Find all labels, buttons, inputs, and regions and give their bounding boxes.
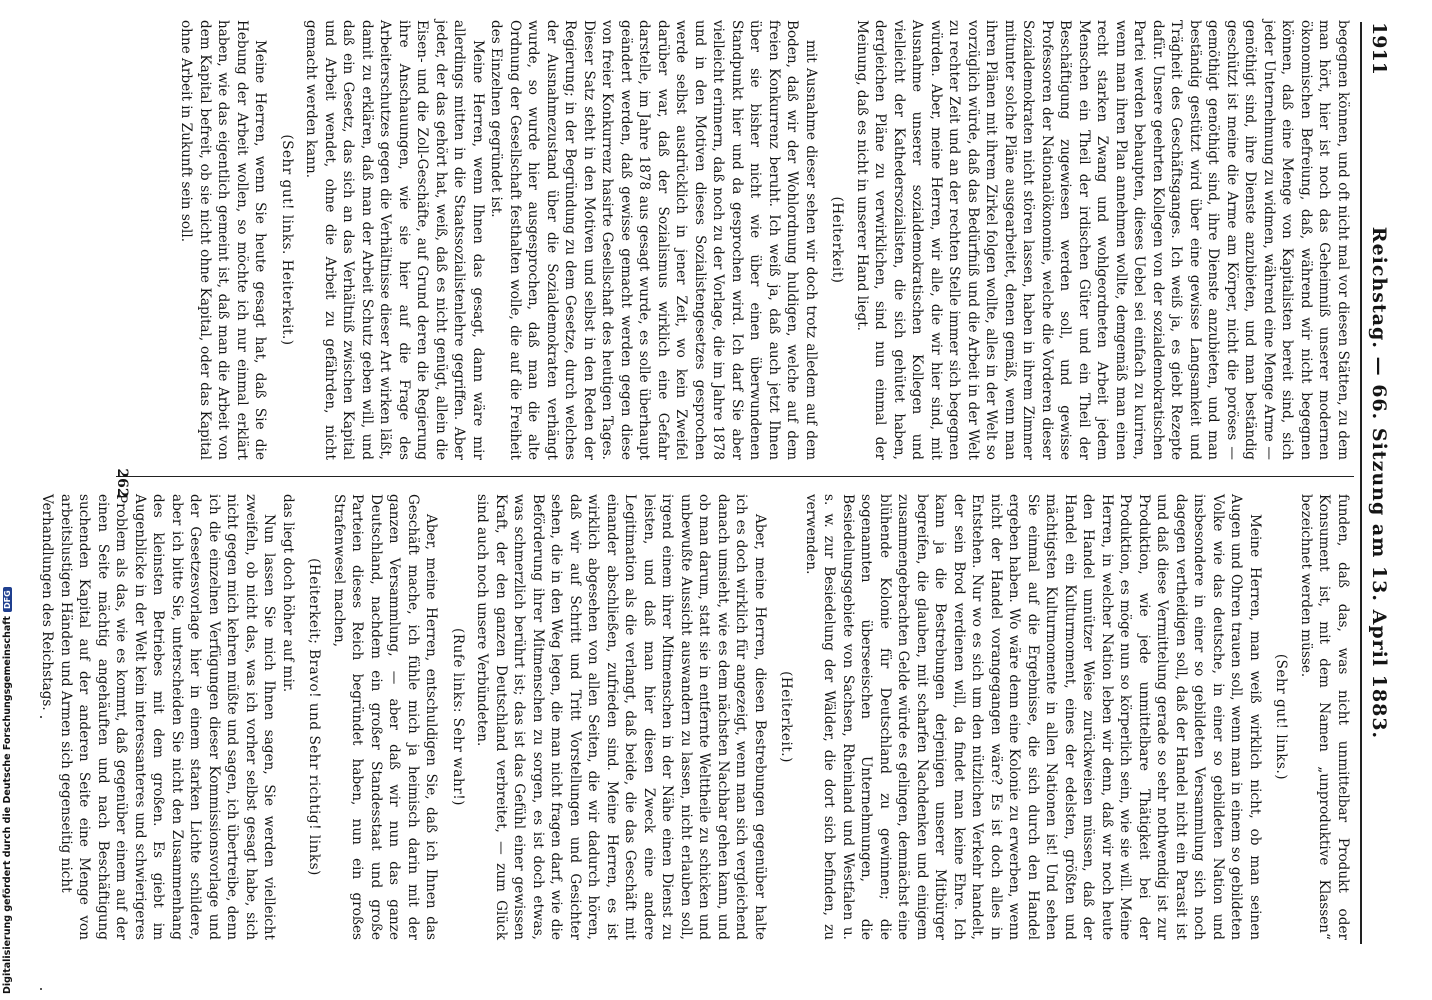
digitization-credit — [2, 587, 13, 994]
paragraph: begegnen können, und oft nicht mal vor diesen Stätten, zu dem man hört, hier ist noch das Geheimniß unserer modernen ökonomischen Befreiung, daß, während wir nicht begegnen können, daß eine Menge von Kapitalisten bereit sind, sich jeder Unternehmung zu widmen, während eine Menge Arme — genöthigt sind, ihre Dienste anzubieten, und man beständig geschützt ist meine die Arme am Körper, nicht die poröses — gemöthigt genöthigt sind, ihre Dienste anzubieten, und man beständig gestützt wird über eine gewisse Langsamkeit und Trägheit des Geschäftsganges. Ich weiß ja, es giebt Rezepte dafür. Unsere geehrten Kollegen von der sozialdemokratischen Partei werden behaupten, dieses Uebel sei einfach zu kuriren, wenn man ihren Plan annehmen wollte, demgemäß man einen recht starken Zwang und wohlgeordneten Arbeit jedem Menschen ein Theil der irdischen Güter und ein Theil der Beschäftigung zugewiesen werden soll, und gewisse Professoren der Nationalökonomie, welche die Vorderen dieser Sozialdemokraten nicht stören lassen, haben in ihrem Zimmer mitunter solche Pläne ausgearbeitet, denen gemäß, wenn man ihren Plänen mit ihrem Zirkel folgen wollte, alles in der Welt so vorzüglich würde, daß das Bedürfniß und die Arbeit in der Welt zu rechter Zeit und an der rechten Stelle immer sich begegnen würden. Aber, meine Herren, wir alle, die wir hier sind, mit Ausnahme unserer sozialdemokratischen Kollegen und vielleicht der Kathedersozialisten, die sich gehütet haben, dergleichen Pläne zu verwirklichen, sind nun einmal der Meinung, daß es nicht in unserer Hand liegt. — [854, 20, 1351, 460]
column-divider — [116, 476, 1354, 477]
header-rule — [1360, 22, 1362, 944]
interjection: (Sehr gut! links.) — [1273, 653, 1290, 781]
paragraph: funden, daß das, was nicht unmittelbar Produkt oder Konsument ist, mit dem Namen „unproduktive Klassen“ bezeichnet werden müsse. — [1298, 494, 1351, 940]
paragraph: Nun lassen Sie mich Ihnen sagen, Sie werden vielleicht zweifeln, ob nicht das, was ich vorher selbst gesagt habe, sich nicht gegen mich kehren müßte und sagen, ich übertreibe, denn ich die einzelnen Verfügungen dieser Kommissionsvorlage und der Gesetzesvorlage hier in einem starken Lichte schildere, aber ich bitte Sie, unterscheiden Sie nicht den Zusammenhang des kleinsten Betriebes mit dem großen. Es giebt im Augenblicke in der Welt kein interessanteres und schwierigeres Problem als das, wie es kommt, daß gegenüber einem auf der einen Seite mächtig angehäuften und nach Beschäftigung suchenden Kapital auf der anderen Seite eine Menge von arbeitslustigen Händen und Armen sich gegenseitig nicht — [58, 494, 278, 940]
header-title: Reichstag. — 66. Sitzung am 13. April 1883. — [1368, 226, 1390, 740]
scan-speck — [40, 988, 42, 990]
paragraph: Meine Herren, man weiß wirklich nicht, ob man seinen Augen und Ohren trauen soll, wenn man in einem so gebildeten Volke wie das deutsche, in einer so gebildeten Nation und insbesondere in einer so gebildeten Versammlung sich noch dagegen vertheidigen soll, daß der Handel nicht ein Parasit ist und daß diese Vermittelung gerade so sehr nothwendig ist zur Produktion, wie jede unmittelbare Thätigkeit bei der Produktion, es möge nun so körperlich sein, wie sie will. Meine Herren, in welcher Nation leben wir denn, daß wir noch heute den Handel unnützer Weise zurückweisen müssen, daß der Handel ein Kulturmoment, eines der edelsten, größten und mächtigsten Kulturmomente in allen Nationen ist! Und sehen Sie einmal auf die Ergebnisse, die sich durch den Handel ergeben haben. Wo wäre denn eine Kolonie zu erwerben, wenn nicht der Handel vorangegangen wäre? Es ist doch alles in Entstehen. Nur wo es sich um den nützlichen Verkehr handelt, der sein Brod verdienen will, da findet man keine Ehre. Ich kann ja die Bestrebungen derjenigen unserer Mitbürger begreifen, die glauben, mit scharfen Nachdenken und einigem zusammengebrachten Gelde würde es gelingen, demnächst eine blühende Kolonie für Deutschland zu gewinnen; die sogenannten überseeischen Unternehmungen, die Besiedelungsgebiete von Sachsen, Rheinland und Westfalen u. s. w. zur Besiedelung der Wälder, die dort sich befinden, zu verwenden. — [803, 494, 1263, 940]
footer-page-number: 262 — [114, 468, 130, 498]
credit-text: Digitalisierung gefördert durch die Deutsche Forschungsgemeinschaft — [2, 616, 13, 994]
interjection: (Heiterkeit; Bravo! und Sehr richtig! links) — [306, 558, 323, 876]
paragraph: Meine Herren, wenn Sie heute gesagt hat, daß Sie die Hebung der Arbeit wollen, so möchte ich nur einmal erklärt haben, wie das eigentlich gemeint ist, daß man die Arbeit von dem Kapital befreit, ob sie nicht ohne Kapital, oder das Kapital ohne Arbeit in Zukunft sein soll. — [178, 20, 269, 460]
interjection: (Sehr gut! links. Heiterkeit.) — [279, 134, 295, 346]
column-right — [39, 494, 1352, 940]
paragraph: Aber, meine Herren, diesen Bestrebungen gegenüber halte ich es doch wirklich für angezeigt, wenn man sich vergleichend danach umsieht, wie es dem nächsten Nachbar gehen kann, und ob man darum, statt sie in entfernte Welttheile zu schicken und unbewußte Aussicht auswandern zu lassen, nicht erlauben soll, irgend einem ihrer Mitmenschen in der Nähe einen Dienst zu leisten, und daß man hier diesen Zweck eine andere Legitimation als die verlangt, daß beide, die das Geschäft mit einander abschließen, zufrieden sind. Meine Herren, es ist wirklich abgesehen von allen Seiten, die wir dadurch hören, daß wir auf Schritt und Tritt Vorstellungen und Gesichter sehen, die in den Weg legen, die man nicht fragen darf, wie die Beförderung ihrer Mitmenschen zu sorgen, es ist doch etwas, was schmerzlich berührt ist; das ist das Gefühl einer gewissen Kraft, der den ganzen Deutschland verbreitet, — zum Glück sind auch noch unsere Verbündeten. — [474, 494, 768, 940]
paragraph: Verhandlungen des Reichstags. — [39, 494, 56, 711]
interjection: (Rufe links: Sehr wahr!) — [450, 628, 466, 806]
paragraph: mit Ausnahme dieser sehen wir doch trotz alledem auf dem Boden, daß wir der Wohlordnung huldigen, welche auf dem freien Konkurrenz beruht. Ich weiß ja, daß auch jetzt Ihnen über sie bisher nicht wie über einen überwundenen Standpunkt hier und da gesprochen wird. Ich darf Sie aber vielleicht erinnern, daß noch zu der Vorlage, die im Jahre 1878 und in den Motiven dieses Sozialistengesetzes gesprochen werde selbst ausdrücklich in jener Zeit, wo kein Zweifel darüber war, daß der Sozialismus wirklich eine Gefahr darstelle, im Jahre 1878 aus gesagt wurde, es solle überhaupt geändert werden, daß gewisse gemacht werden gegen diese von freier Konkurrenz hasirte Gesellschaft des heutigen Tages. Dieser Satz steht in den Motiven und selbst in den Reden der Regierung; in der Begründung zu dem Gesetze, durch welches der Ausnahmezustand über die Sozialdemokraten verhängt wurde, so wurde hier ausgesprochen, daß man die alte Ordnung der Gesellschaft festhalten wolle, die auf die Freiheit des Einzelnen gegründet ist. — [488, 20, 819, 460]
paragraph: das liegt doch höher auf mir. — [280, 494, 296, 693]
newspaper-page — [39, 2, 1398, 964]
scan-speck — [40, 716, 42, 718]
interjection: (Heiterkeit.) — [778, 671, 795, 763]
page-header — [1362, 22, 1392, 944]
column-left — [106, 20, 1352, 460]
interjection: (Heiterkeit) — [829, 196, 846, 284]
paragraph: Aber, meine Herren, entschuldigen Sie, daß ich Ihnen das Geschäft mache, ich fühle mich ja heimisch darin mit der ganzen Versammlung, — aber daß wir nun das ganze Deutschland, nachdem ein großer Standesstaat und große Parteien dieses Reich begründet haben, nun ein großes Strafenwesel machen, — [331, 494, 440, 940]
header-page-number: 1911 — [1368, 22, 1390, 75]
dfg-logo: DFG — [3, 587, 12, 612]
paragraph: Meine Herren, wenn Ihnen das gesagt, dann wäre mir allerdings mitten in die Staatssozialistenlehre gegriffen. Aber jeder, der das gehört hat, weiß, daß es nicht genügt, allein die Eisen- und die Zoll-Geschäfte, auf Grund deren die Regierung ihre Anschauungen, wie sie hier auf die Frage des Arbeiterschutzes gegen die Verhältnisse dieser Art wirken läßt, damit zu erklären, daß man der Arbeit Schutz geben will, und daß ein Gesetz, das sich an das Verhältniß zwischen Kapital und Arbeit wendet, ohne die Arbeit zu gefährden, nicht gemacht werden kann. — [303, 20, 486, 460]
